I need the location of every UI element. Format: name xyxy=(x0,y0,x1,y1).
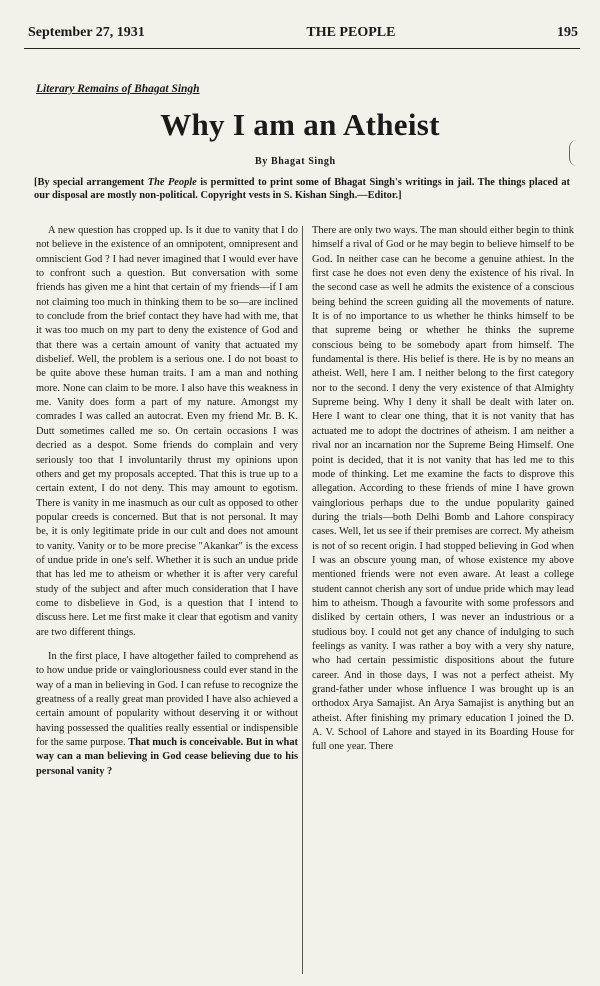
left-column xyxy=(36,224,298,974)
series-heading: Literary Remains of Bhagat Singh xyxy=(36,83,200,95)
paragraph: A new question has cropped up. Is it due to vanity that I do not believe in the existence of an omnipotent, omnipresent and omniscient God ? I had never imagined that I would ever have to confront such a question. But conversation with some friends has given me a hint that certain of my friends—if I am not claiming too much in thinking them to be so—are inclined to conclude from the brief contact they have had with me, that it was too much on my part to deny the existence of God and that there was a certain amount of vanity that actuated my disbelief. Well, the problem is a serious one. I do not boast to be quite above these human traits. I am a man and nothing more. None can claim to be more. I also have this weakness in me. Vanity does form a part of my nature. Amongst my comrades I was called an autocrat. Even my friend Mr. B. K. Dutt sometimes called me so. On certain occasions I was decried as a despot. Some friends do complain and very seriously too that I involuntarily thrust my opinions upon others and get my proposals accepted. That this is true up to a certain extent, I do not deny. This may amount to egotism. There is vanity in me inasmuch as our cult as opposed to other popular creeds is concerned. But that is not personal. It may be, it is only legitimate pride in our cult and does not amount to vanity. Vanity or to be more precise "Akankar" is the excess of undue pride in one's self. Whether it is such an undue pride that has led me to atheism or whether it is after very careful study of the subject and after much consideration that I have come to disbelieve in God, is a question that I intend to discuss here. Let me first make it clear that egotism and vanity are two different things. xyxy=(36,225,298,638)
paragraph-text: In the first place, I have altogether failed to comprehend as to how undue pride or vaingloriousness could ever stand in the way of a man in believing in God. I can refuse to recognize the greatness of a really great man provided I have also achieved a certain amount of popularity without deserving it or without having possessed the qualities really essential or indispensible for the same purpose. xyxy=(36,650,298,749)
header-rule xyxy=(24,48,580,49)
paragraph xyxy=(36,650,298,779)
right-column xyxy=(312,224,574,974)
column-divider xyxy=(302,226,303,974)
paragraph: There are only two ways. The man should either begin to think himself a rival of God or he may begin to believe himself to be God. In neither case can he become a genuine athiest. In the first case he does not even deny the existence of his rival. In the second case as well he admits the existence of a conscious being behind the screen guiding all the movements of nature. It is of no importance to us whether he thinks himself to be that supreme being or whether he thinks the supreme conscious being to be somebody apart from himself. The fundamental is there. His belief is there. He is by no means an atheist. Well, here I am. I neither belong to the first category nor to the second. I deny the very existence of that Almighty Supreme being. Why I deny it shall be dealt with later on. Here I want to clear one thing, that it is not vanity that has actuated me to adopt the doctrines of atheism. I am neither a rival nor an incarnation nor the Supreme Being Himself. One point is decided, that it is not vanity that has led me to this mode of thinking. Let me examine the facts to disprove this allegation. According to these friends of mine I have grown vainglorious perhaps due to the undue popularity gained during the trials—both Delhi Bomb and Lahore conspiracy cases. Well, let us see if their premises are correct. My atheism is not of so recent origin. I had stopped believing in God when I was an obscure young man, of whose existence my above mentioned friends were not even aware. At least a college student cannot cherish any sort of undue pride which may lead him to atheism. Though a favourite with some professors and disliked by certain others, I was never an industrious or a studious boy. I could not get any chance of indulging to such feelings as vanity. I was rather a boy with a very shy nature, who had certain pessimistic dispositions about the future career. And in those days, I was not a perfect atheist. My grand-father under whose influence I was brought up is an orthodox Arya Samajist. An Arya Samajist is anything but an atheist. After finishing my primary education I joined the D. A. V. School of Lahore and stayed in its Boarding House for full one year. There xyxy=(312,225,574,753)
issue-date: September 27, 1931 xyxy=(28,25,145,40)
page-header xyxy=(28,22,578,44)
paragraph-bold-text: That much is conceivable. But in what way can a man believing in God cease believing due to his personal vanity ? xyxy=(36,737,298,777)
article-title: Why I am an Atheist xyxy=(160,107,440,142)
margin-mark xyxy=(569,140,580,166)
editor-note-end: is permitted to print some of Bhagat Singh's writings in jail. The things placed at our disposal are mostly non-political. Copyright vests in S. Kishan Singh.—Editor.] xyxy=(34,177,570,201)
byline: By Bhagat Singh xyxy=(255,156,336,167)
editor-note-start: [By special arrangement xyxy=(34,177,148,188)
newspaper-name: THE PEOPLE xyxy=(306,25,396,40)
editor-note-paper: The People xyxy=(147,177,197,188)
editor-note xyxy=(34,177,570,202)
page-number: 195 xyxy=(557,25,578,40)
